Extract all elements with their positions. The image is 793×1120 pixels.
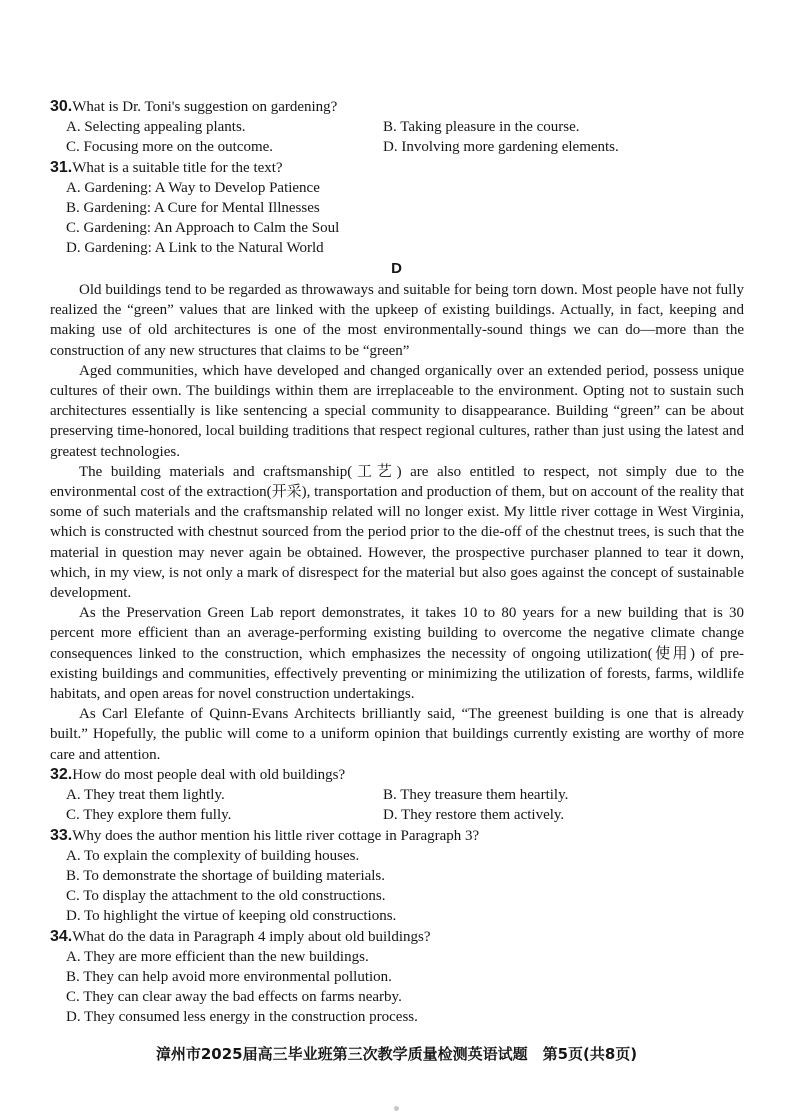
question [50,765,750,826]
passage-paragraph: As Carl Elefante of Quinn-Evans Architects brilliantly said, “The greenest building is one that is already built.” Hopefully, the public will come to a uniform opinion that buildings currently existing are worthy of more care and attention. [50,706,744,763]
question-text: Why does the author mention his little river cottage in Paragraph 3? [72,827,480,844]
option: A. Gardening: A Way to Develop Patience [66,179,320,196]
question [50,158,750,259]
question-number: 30. [50,98,73,115]
question [50,97,750,158]
option: A. They treat them lightly. [66,787,225,804]
question-number: 32. [50,766,73,783]
option: A. Selecting appealing plants. [66,119,246,136]
question [50,826,750,927]
option: C. Gardening: An Approach to Calm the Soul [66,220,340,237]
option: B. Gardening: A Cure for Mental Illnesses [66,199,320,216]
page-footer: 漳州市2025届高三毕业班第三次教学质量检测英语试题 第5页(共8页) [155,1045,638,1063]
options [50,846,750,927]
question-stem [50,158,750,178]
option: A. They are more efficient than the new buildings. [66,948,369,965]
option: B. They can help avoid more environmental pollution. [66,968,392,985]
passage-paragraph: The building materials and craftsmanship(工艺) are also entitled to respect, not simply due to the environmental cost of the extraction(开采), transportation and production of them, but on account of the reality that some of such materials and the craftsmanship related will no longer exist. My little river cottage in West Virginia, which is constructed with chestnut sourced from the period prior to the die-off of the chestnut trees, is such that the material in question may never again be obtained. However, the prospective purchaser planned to tear it down, which, in my view, is not only a mark of disrespect for the material but also goes against the concept of sustainable development. [50,463,744,602]
scan-dot [394,1106,399,1111]
passage [50,280,744,765]
question-stem [50,826,750,846]
option-row [50,805,750,825]
option: B. They treasure them heartily. [383,787,569,804]
options [50,785,750,825]
passage-paragraph: As the Preservation Green Lab report demonstrates, it takes 10 to 80 years for a new building that is 30 percent more efficient than an average-performing existing building to overcome the negative climate change consequences linked to the construction, which emphasizes the necessity of ongoing utilization(使用) of pre-existing buildings and communities, effectively preventing or minimizing the utilization of forests, farms, wildlife habitats, and open areas for novel construction undertakings. [50,605,744,703]
option: D. Gardening: A Link to the Natural World [66,240,324,257]
question-number: 33. [50,826,73,844]
questions-bottom [50,765,750,1027]
option-row [50,785,750,805]
question-text: What do the data in Paragraph 4 imply about old buildings? [72,928,431,945]
questions-top [50,97,750,259]
question-stem [50,97,750,117]
section-heading: D [391,260,402,277]
question [50,927,750,1028]
option: D. Involving more gardening elements. [383,139,619,156]
options [50,117,750,157]
option: B. To demonstrate the shortage of building materials. [66,867,386,884]
option-row [50,137,750,157]
question-text: How do most people deal with old buildings? [72,767,346,783]
option: C. Focusing more on the outcome. [66,139,274,156]
option: D. They restore them actively. [383,807,565,824]
option: D. To highlight the virtue of keeping old constructions. [66,908,397,925]
question-text: What is a suitable title for the text? [72,159,283,176]
question-number: 31. [50,158,73,176]
option: C. They explore them fully. [66,807,232,824]
passage-paragraph: Old buildings tend to be regarded as throwaways and suitable for being torn down. Most people have not fully realized the “green” values that are linked with the upkeep of existing buildings. Actually, in fact, keeping and making use of old architectures is one of the most environmentally-sound things we can do—more than the construction of any new structures that claims to be “green” [50,282,744,359]
option: D. They consumed less energy in the construction process. [66,1009,418,1026]
question-stem [50,927,750,947]
options [50,947,750,1028]
option: C. They can clear away the bad effects on farms nearby. [66,989,402,1006]
option-row [50,117,750,137]
question-text: What is Dr. Toni's suggestion on gardening? [72,99,338,115]
option: C. To display the attachment to the old constructions. [66,888,386,905]
passage-paragraph: Aged communities, which have developed and changed organically over an extended period, possess unique cultures of their own. The buildings within them are irreplaceable to the environment. Opting not to sustain such architectures essentially is like sentencing a special community to disappearance. Building “green” can be about preserving time-honored, local building traditions that respect regional cultures, rather than just using the latest and greatest technologies. [50,362,744,460]
options [50,178,750,259]
option: A. To explain the complexity of building houses. [66,847,360,864]
option: B. Taking pleasure in the course. [383,119,580,136]
question-stem [50,765,750,785]
question-number: 34. [50,927,73,945]
